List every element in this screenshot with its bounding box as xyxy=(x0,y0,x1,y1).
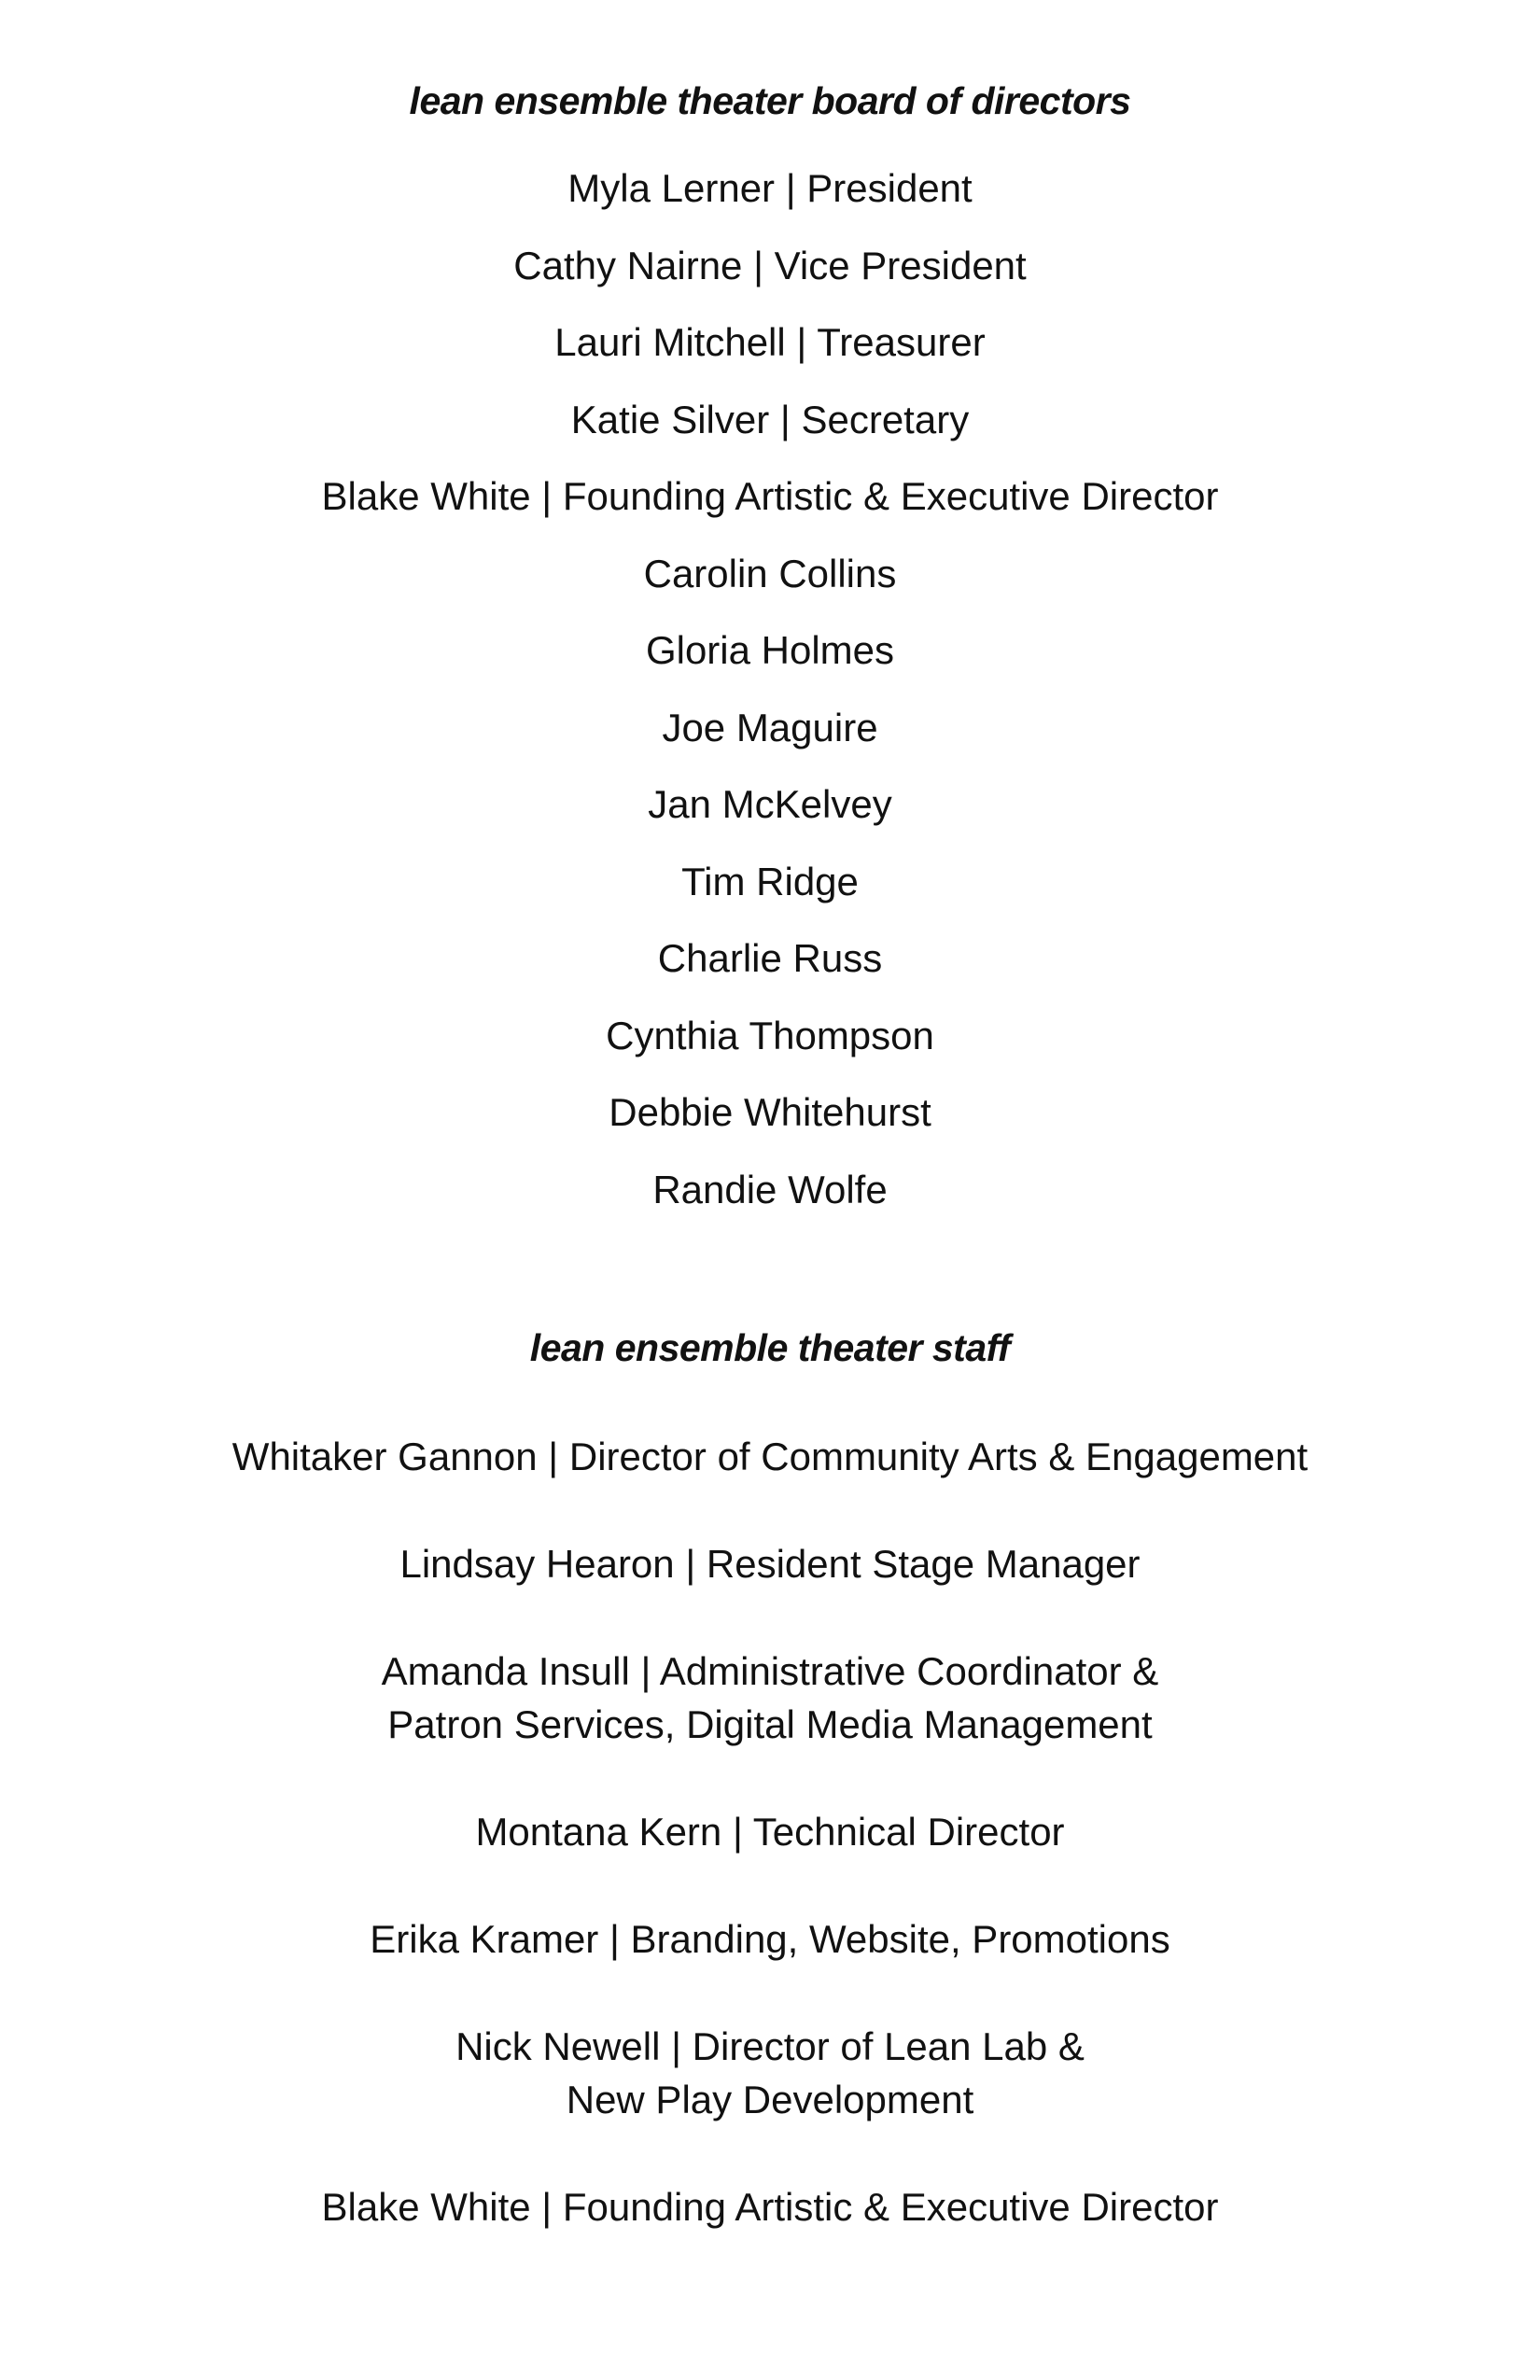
staff-member xyxy=(0,1430,1540,1483)
staff-line: Nick Newell | Director of Lean Lab & xyxy=(455,2024,1085,2068)
board-member: Debbie Whitehurst xyxy=(609,1090,931,1134)
staff-member xyxy=(0,1645,1540,1751)
board-member: Lauri Mitchell | Treasurer xyxy=(554,320,986,364)
board-member: Blake White | Founding Artistic & Executive Director xyxy=(321,474,1219,518)
staff-line: Lindsay Hearon | Resident Stage Manager xyxy=(399,1542,1141,1586)
staff-member xyxy=(0,1537,1540,1590)
board-member: Joe Maguire xyxy=(662,705,878,749)
staff-line: Amanda Insull | Administrative Coordinator & xyxy=(381,1649,1159,1693)
staff-member xyxy=(0,1912,1540,1966)
staff-member xyxy=(0,2020,1540,2126)
staff-list xyxy=(0,1430,1540,2288)
staff-line: Erika Kramer | Branding, Website, Promotions xyxy=(370,1917,1170,1961)
board-member: Cathy Nairne | Vice President xyxy=(513,243,1027,287)
board-member: Randie Wolfe xyxy=(652,1167,888,1211)
staff-member xyxy=(0,1805,1540,1858)
staff-line-continued: Patron Services, Digital Media Management xyxy=(387,1702,1153,1746)
staff-member xyxy=(0,2180,1540,2233)
staff-line: Blake White | Founding Artistic & Executive Director xyxy=(321,2185,1219,2229)
staff-heading: lean ensemble theater staff xyxy=(529,1326,1011,1369)
staff-line: Whitaker Gannon | Director of Community Arts & Engagement xyxy=(231,1435,1309,1478)
board-member: Charlie Russ xyxy=(657,936,883,980)
board-member: Myla Lerner | President xyxy=(567,166,973,210)
board-member: Jan McKelvey xyxy=(648,782,892,826)
board-member: Tim Ridge xyxy=(681,859,859,903)
board-member: Carolin Collins xyxy=(643,551,897,595)
board-member: Katie Silver | Secretary xyxy=(570,397,970,441)
staff-line-continued: New Play Development xyxy=(566,2078,974,2121)
board-member: Cynthia Thompson xyxy=(606,1013,934,1057)
board-member: Gloria Holmes xyxy=(645,628,895,672)
board-list xyxy=(0,150,1540,1228)
staff-line: Montana Kern | Technical Director xyxy=(475,1810,1065,1854)
board-heading: lean ensemble theater board of directors xyxy=(409,79,1131,122)
